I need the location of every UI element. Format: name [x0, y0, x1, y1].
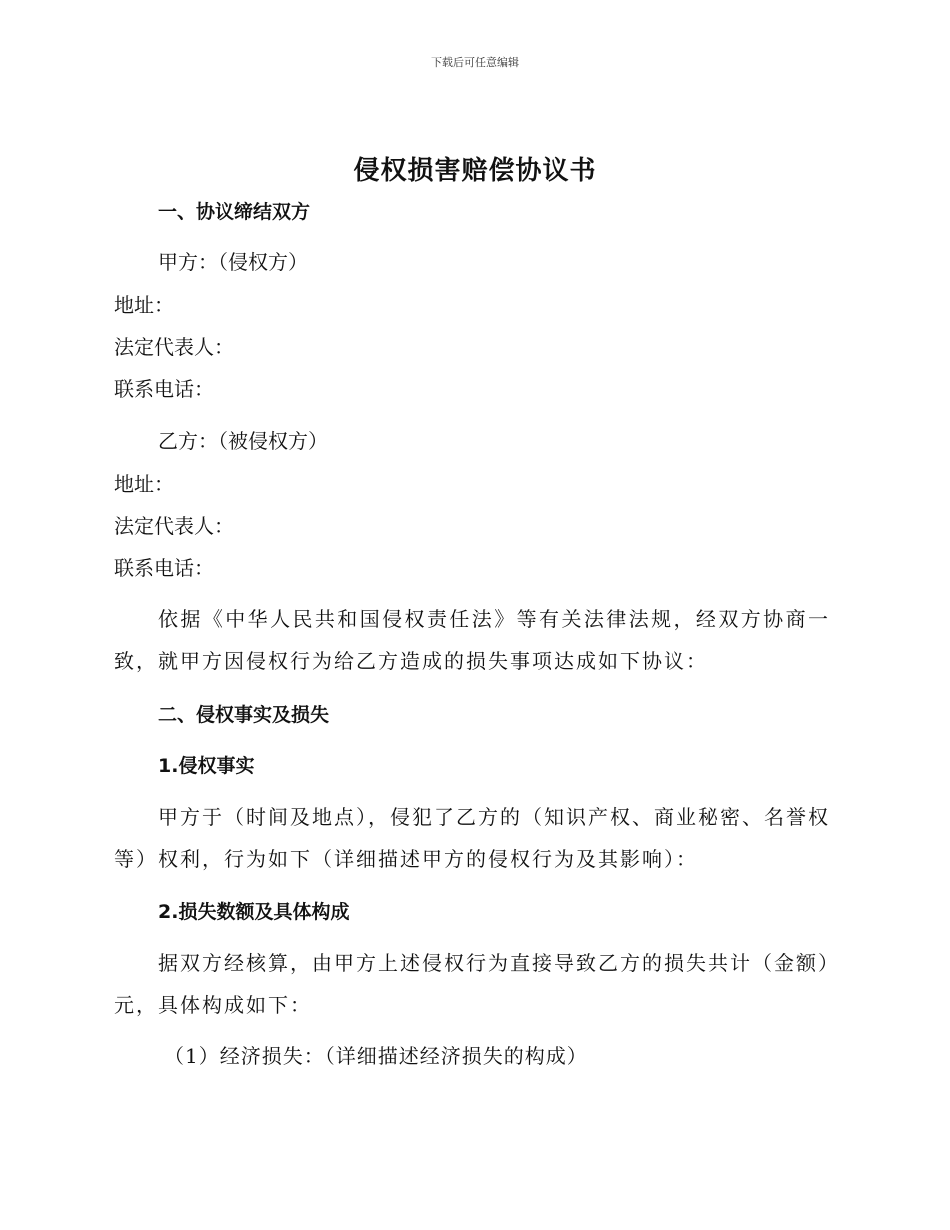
party-a-legal-rep: 法定代表人：	[114, 335, 234, 359]
party-b-label: 乙方：（被侵权方）	[158, 429, 328, 453]
preamble-paragraph: 依据《中华人民共和国侵权责任法》等有关法律法规，经双方协商一致，就甲方因侵权行为给乙方造成的损失事项达成如下协议：	[114, 607, 830, 673]
party-b-phone: 联系电话：	[114, 556, 214, 580]
subsection2-heading: 2.损失数额及具体构成	[158, 901, 350, 923]
party-b-legal-rep: 法定代表人：	[114, 514, 234, 538]
subsection2-paragraph: 据双方经核算，由甲方上述侵权行为直接导致乙方的损失共计（金额）元，具体构成如下：	[114, 951, 830, 1017]
section1-heading: 一、协议缔结双方	[158, 201, 311, 223]
party-b-address: 地址：	[114, 472, 174, 496]
subsection1-paragraph: 甲方于（时间及地点），侵犯了乙方的（知识产权、商业秘密、名誉权等）权利，行为如下（详细描述甲方的侵权行为及其影响）：	[114, 805, 830, 871]
party-a-address: 地址：	[114, 293, 174, 317]
subsection1-heading: 1.侵权事实	[158, 755, 255, 777]
loss-item-1: （1）经济损失：（详细描述经济损失的构成）	[164, 1044, 588, 1068]
party-a-phone: 联系电话：	[114, 377, 214, 401]
page-header-note: 下载后可任意编辑	[431, 56, 519, 69]
document-title: 侵权损害赔偿协议书	[353, 156, 597, 186]
party-a-label: 甲方：（侵权方）	[158, 250, 308, 274]
section2-heading: 二、侵权事实及损失	[158, 704, 330, 726]
